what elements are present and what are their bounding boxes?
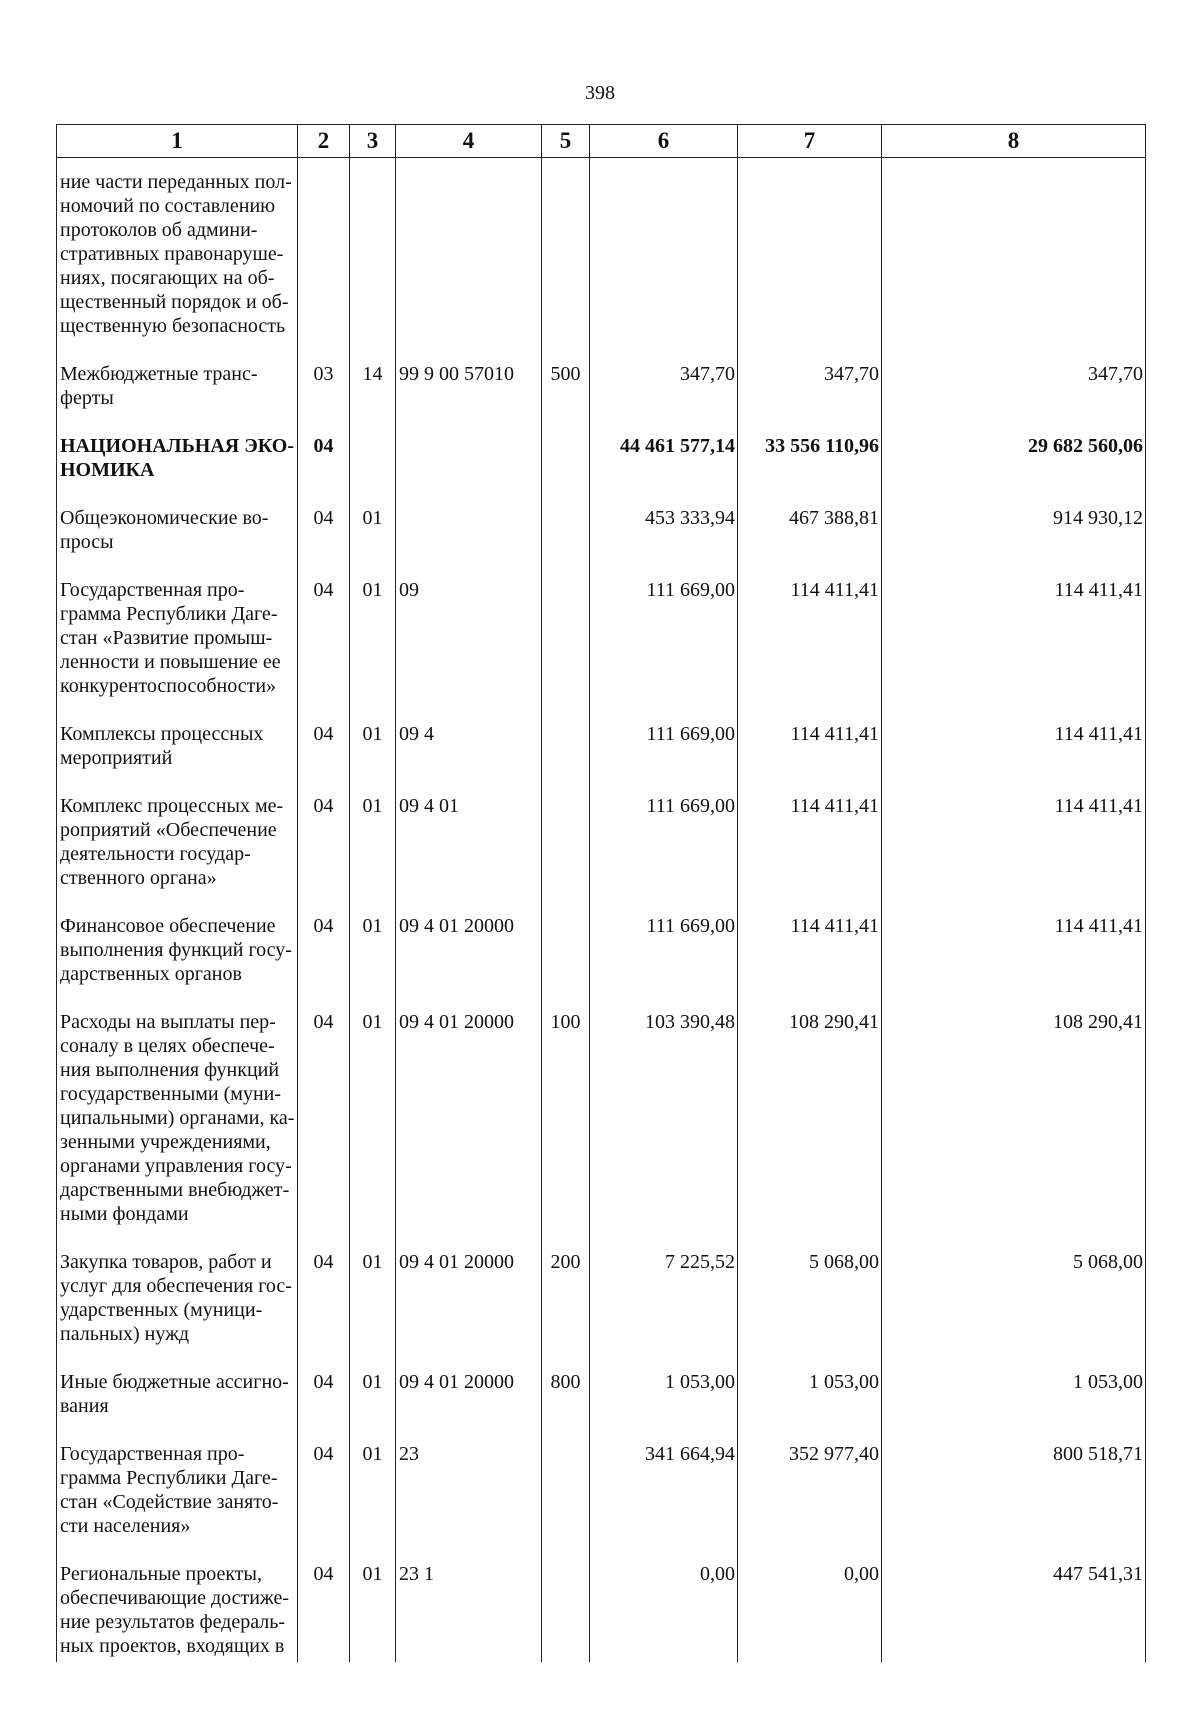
table-row (57, 1442, 1146, 1562)
column-header: 4 (396, 125, 542, 158)
expense-type-cell (542, 434, 590, 506)
column-header: 7 (738, 125, 882, 158)
article-code-cell: 09 (396, 578, 542, 722)
row-name-cell: Комплексы процессных мероприятий (57, 722, 298, 794)
amount-col8-cell (882, 158, 1146, 363)
subsection-code-cell: 01 (350, 578, 396, 722)
section-code-cell: 04 (298, 578, 350, 722)
table-row (57, 794, 1146, 914)
subsection-code-cell: 01 (350, 914, 396, 1010)
subsection-code-cell: 01 (350, 1442, 396, 1562)
table-row (57, 1370, 1146, 1442)
amount-col6-cell: 453 333,94 (590, 506, 738, 578)
subsection-code-cell: 01 (350, 506, 396, 578)
article-code-cell: 99 9 00 57010 (396, 362, 542, 434)
amount-col8-cell: 447 541,31 (882, 1562, 1146, 1662)
expense-type-cell: 800 (542, 1370, 590, 1442)
table-body (57, 158, 1146, 1663)
section-code-cell: 04 (298, 1010, 350, 1250)
amount-col8-cell: 914 930,12 (882, 506, 1146, 578)
amount-col7-cell: 114 411,41 (738, 914, 882, 1010)
section-code-cell (298, 158, 350, 363)
amount-col8-cell: 1 053,00 (882, 1370, 1146, 1442)
row-name-cell: Комплекс процессных мероприятий «Обеспечение деятельности государственного органа» (57, 794, 298, 914)
amount-col7-cell: 467 388,81 (738, 506, 882, 578)
amount-col6-cell: 111 669,00 (590, 794, 738, 914)
subsection-code-cell: 01 (350, 1370, 396, 1442)
amount-col6-cell: 341 664,94 (590, 1442, 738, 1562)
article-code-cell: 09 4 01 (396, 794, 542, 914)
expense-type-cell (542, 578, 590, 722)
subsection-code-cell: 01 (350, 1562, 396, 1662)
amount-col7-cell: 5 068,00 (738, 1250, 882, 1370)
row-name-cell: Межбюджетные трансферты (57, 362, 298, 434)
amount-col6-cell (590, 158, 738, 363)
expense-type-cell (542, 722, 590, 794)
subsection-code-cell (350, 434, 396, 506)
section-code-cell: 04 (298, 434, 350, 506)
table-row (57, 1010, 1146, 1250)
column-header: 1 (57, 125, 298, 158)
subsection-code-cell (350, 158, 396, 363)
column-header: 2 (298, 125, 350, 158)
table-row (57, 362, 1146, 434)
amount-col6-cell: 7 225,52 (590, 1250, 738, 1370)
amount-col8-cell: 114 411,41 (882, 914, 1146, 1010)
row-name-cell: Региональные проекты, обеспечивающие достижение результатов федеральных проектов, входящих в (57, 1562, 298, 1662)
row-name-cell: НАЦИОНАЛЬНАЯ ЭКОНОМИКА (57, 434, 298, 506)
article-code-cell: 09 4 01 20000 (396, 1250, 542, 1370)
section-code-cell: 04 (298, 1370, 350, 1442)
expense-type-cell (542, 794, 590, 914)
table-row (57, 158, 1146, 363)
amount-col8-cell: 5 068,00 (882, 1250, 1146, 1370)
expense-type-cell (542, 914, 590, 1010)
amount-col6-cell: 347,70 (590, 362, 738, 434)
subsection-code-cell: 01 (350, 722, 396, 794)
expense-type-cell (542, 1442, 590, 1562)
column-header: 3 (350, 125, 396, 158)
amount-col8-cell: 347,70 (882, 362, 1146, 434)
expense-type-cell (542, 158, 590, 363)
amount-col8-cell: 114 411,41 (882, 722, 1146, 794)
amount-col7-cell: 108 290,41 (738, 1010, 882, 1250)
amount-col7-cell: 114 411,41 (738, 578, 882, 722)
amount-col7-cell: 114 411,41 (738, 794, 882, 914)
row-name-cell: Государственная программа Республики Дагестан «Развитие промышленности и повышение ее конкурентоспособности» (57, 578, 298, 722)
amount-col7-cell (738, 158, 882, 363)
row-name-cell: ние части переданных полномочий по составлению протоколов об административных правонарушениях, посягающих на общественный порядок и общественную безопасность (57, 158, 298, 363)
table-header-row (57, 125, 1146, 158)
amount-col6-cell: 44 461 577,14 (590, 434, 738, 506)
article-code-cell: 09 4 01 20000 (396, 1370, 542, 1442)
table-row (57, 578, 1146, 722)
row-name-cell: Иные бюджетные ассигнования (57, 1370, 298, 1442)
table-row (57, 722, 1146, 794)
amount-col7-cell: 352 977,40 (738, 1442, 882, 1562)
expense-type-cell: 500 (542, 362, 590, 434)
amount-col7-cell: 114 411,41 (738, 722, 882, 794)
column-header: 8 (882, 125, 1146, 158)
amount-col7-cell: 0,00 (738, 1562, 882, 1662)
expense-type-cell (542, 1562, 590, 1662)
subsection-code-cell: 01 (350, 1250, 396, 1370)
section-code-cell: 04 (298, 1250, 350, 1370)
section-code-cell: 03 (298, 362, 350, 434)
expense-type-cell: 100 (542, 1010, 590, 1250)
amount-col7-cell: 1 053,00 (738, 1370, 882, 1442)
section-code-cell: 04 (298, 1562, 350, 1662)
article-code-cell: 23 (396, 1442, 542, 1562)
amount-col6-cell: 103 390,48 (590, 1010, 738, 1250)
amount-col6-cell: 111 669,00 (590, 914, 738, 1010)
amount-col7-cell: 33 556 110,96 (738, 434, 882, 506)
expense-type-cell (542, 506, 590, 578)
subsection-code-cell: 01 (350, 794, 396, 914)
budget-table (56, 124, 1146, 1662)
amount-col6-cell: 0,00 (590, 1562, 738, 1662)
amount-col8-cell: 29 682 560,06 (882, 434, 1146, 506)
amount-col6-cell: 111 669,00 (590, 722, 738, 794)
amount-col6-cell: 1 053,00 (590, 1370, 738, 1442)
section-code-cell: 04 (298, 722, 350, 794)
table-row (57, 1250, 1146, 1370)
article-code-cell: 23 1 (396, 1562, 542, 1662)
row-name-cell: Расходы на выплаты персоналу в целях обеспечения выполнения функций государственными (муниципальными) органами, казенными учреждениями, органами управления государственными внебюджетными фондами (57, 1010, 298, 1250)
section-code-cell: 04 (298, 794, 350, 914)
row-name-cell: Государственная программа Республики Дагестан «Содействие занятости населения» (57, 1442, 298, 1562)
section-code-cell: 04 (298, 914, 350, 1010)
subsection-code-cell: 01 (350, 1010, 396, 1250)
amount-col6-cell: 111 669,00 (590, 578, 738, 722)
section-code-cell: 04 (298, 506, 350, 578)
subsection-code-cell: 14 (350, 362, 396, 434)
amount-col8-cell: 114 411,41 (882, 794, 1146, 914)
article-code-cell (396, 158, 542, 363)
article-code-cell: 09 4 01 20000 (396, 1010, 542, 1250)
amount-col8-cell: 108 290,41 (882, 1010, 1146, 1250)
article-code-cell (396, 506, 542, 578)
table-row (57, 434, 1146, 506)
amount-col8-cell: 114 411,41 (882, 578, 1146, 722)
row-name-cell: Закупка товаров, работ и услуг для обеспечения государственных (муниципальных) нужд (57, 1250, 298, 1370)
amount-col7-cell: 347,70 (738, 362, 882, 434)
article-code-cell: 09 4 01 20000 (396, 914, 542, 1010)
table-row (57, 1562, 1146, 1662)
page-number: 398 (585, 82, 615, 104)
column-header: 5 (542, 125, 590, 158)
row-name-cell: Финансовое обеспечение выполнения функций государственных органов (57, 914, 298, 1010)
amount-col8-cell: 800 518,71 (882, 1442, 1146, 1562)
section-code-cell: 04 (298, 1442, 350, 1562)
table-row (57, 506, 1146, 578)
expense-type-cell: 200 (542, 1250, 590, 1370)
article-code-cell: 09 4 (396, 722, 542, 794)
row-name-cell: Общеэкономические вопросы (57, 506, 298, 578)
column-header: 6 (590, 125, 738, 158)
article-code-cell (396, 434, 542, 506)
table-row (57, 914, 1146, 1010)
